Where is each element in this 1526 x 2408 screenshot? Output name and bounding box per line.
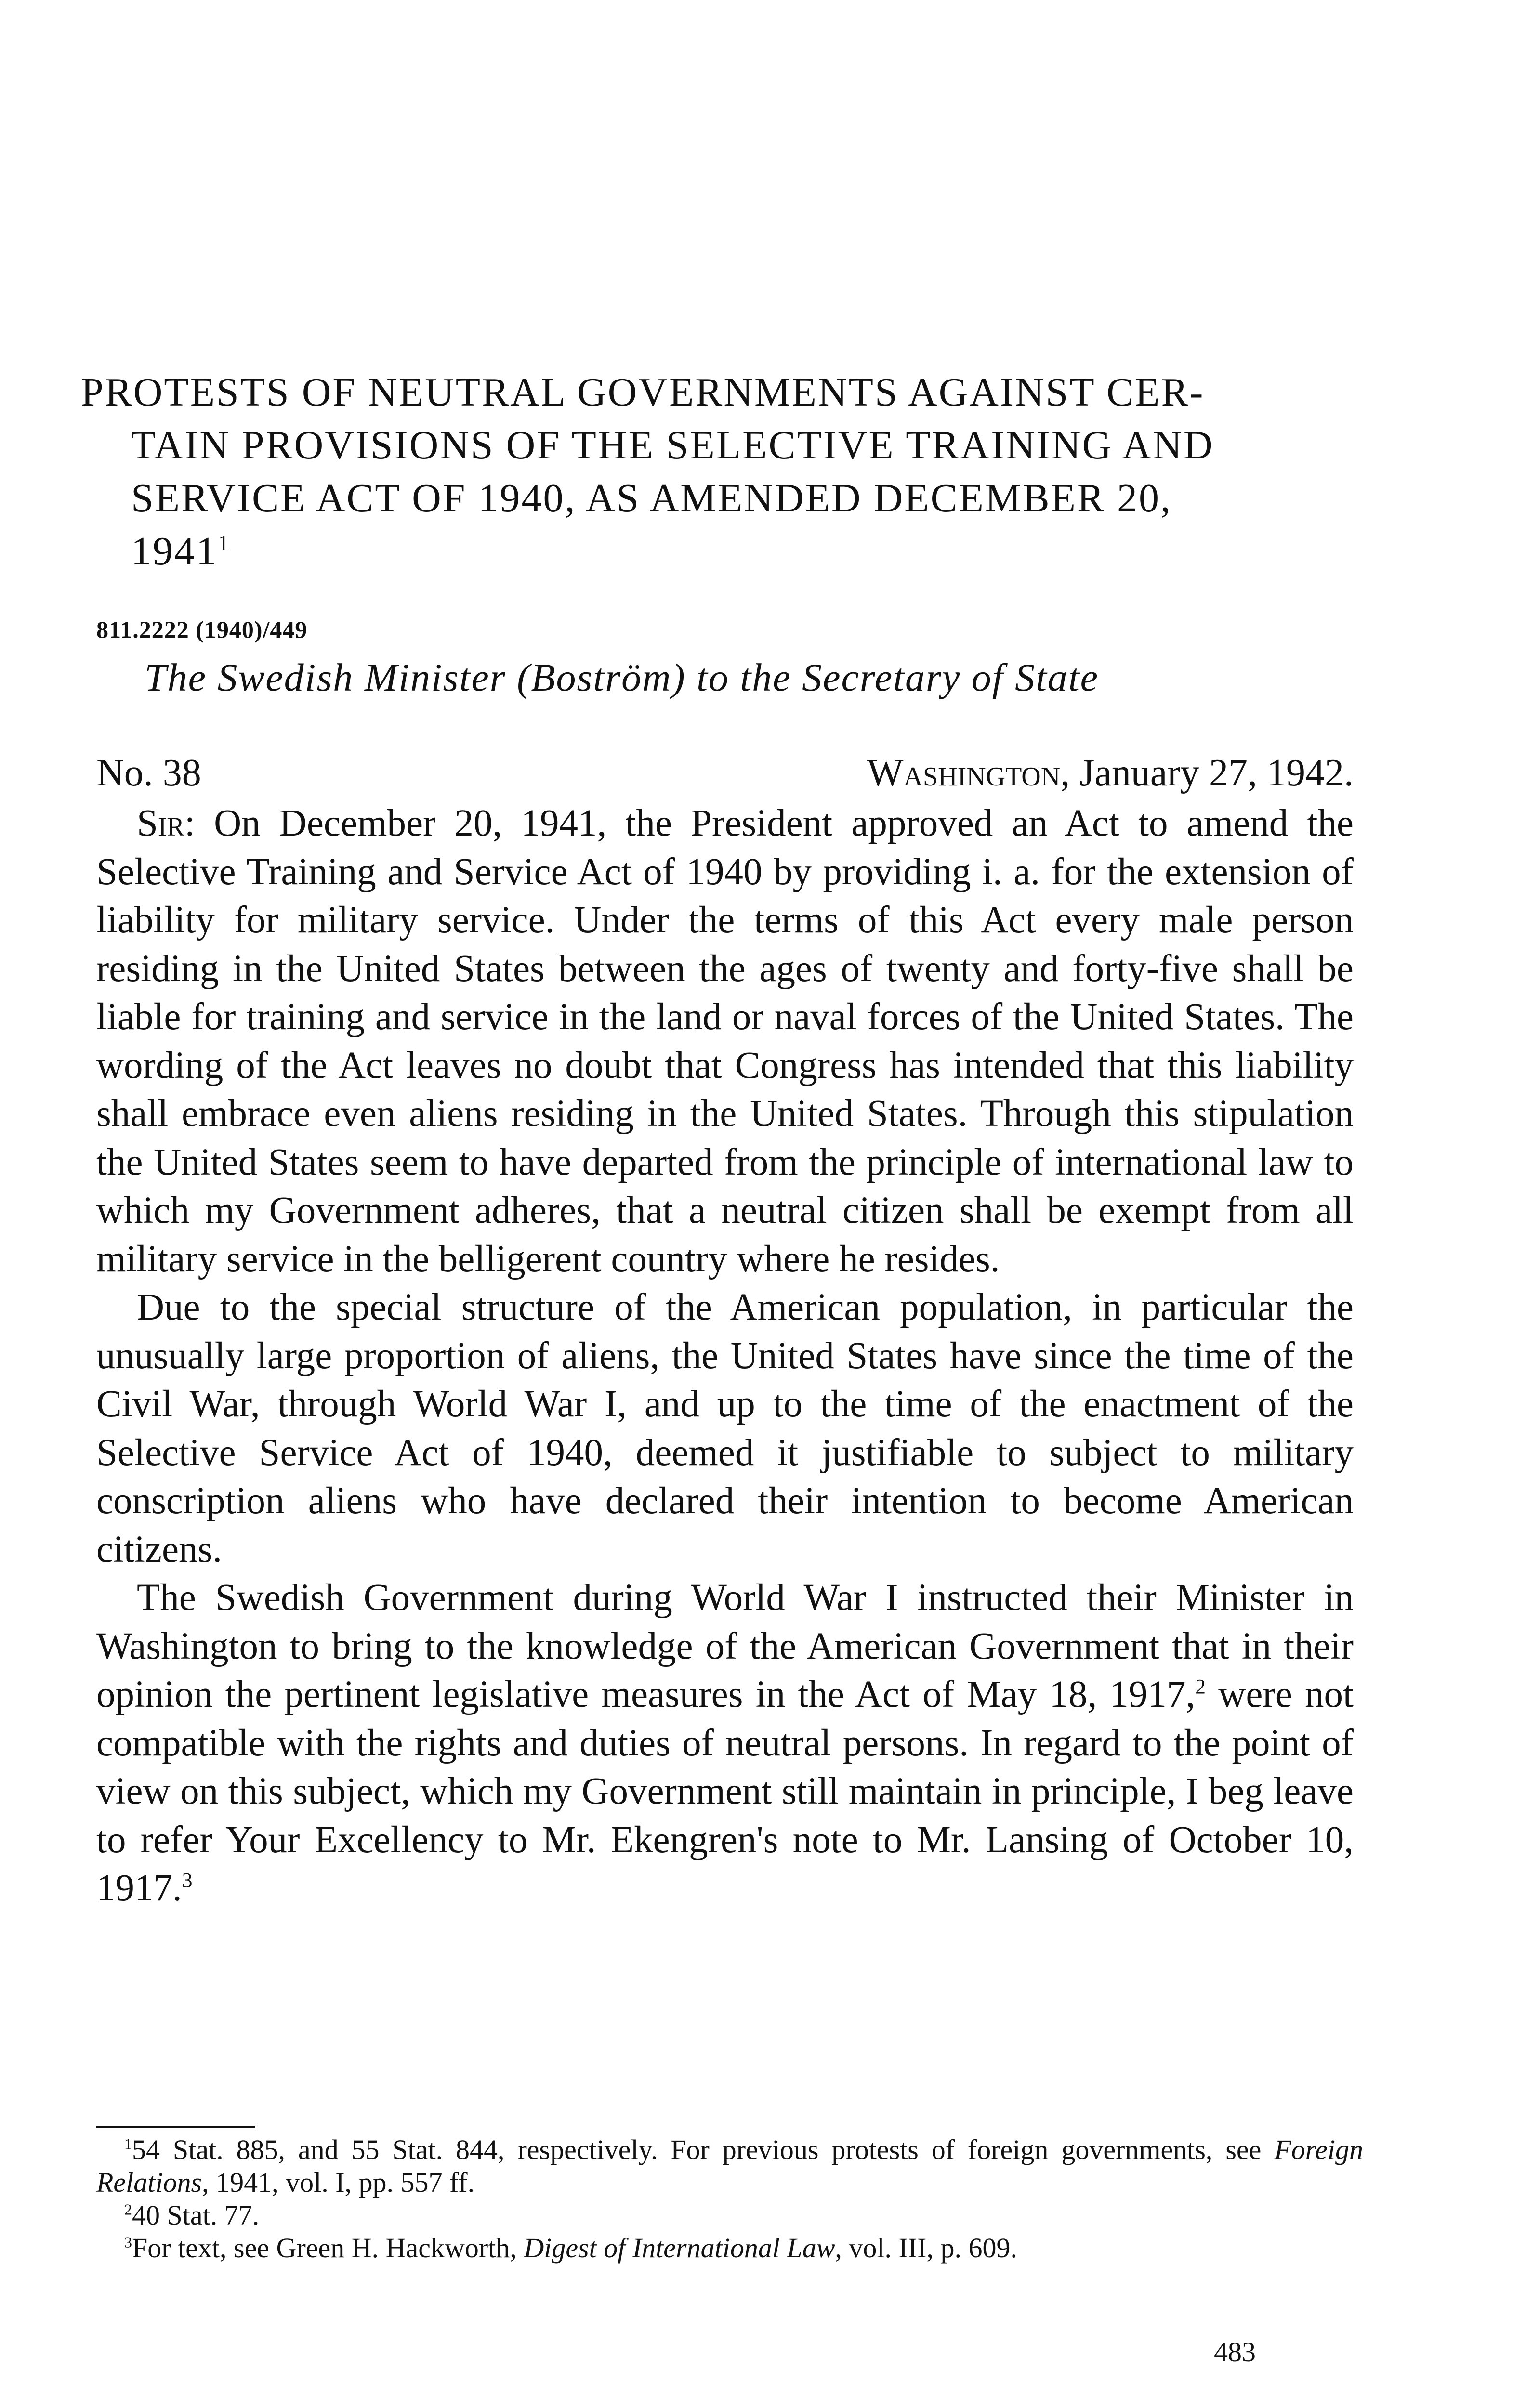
footnote-2-text: 40 Stat. 77. — [132, 2199, 260, 2231]
heading-line-4 — [81, 525, 1381, 578]
footnote-2 — [96, 2199, 1363, 2232]
footnote-1-text: 54 Stat. 885, and 55 Stat. 844, respectively. For previous protests of foreign governments, see — [132, 2134, 1275, 2165]
footnote-3-rest: , vol. III, p. 609. — [835, 2232, 1017, 2264]
footnote-1-mark: 1 — [124, 2135, 132, 2153]
paragraph-1-text: : On December 20, 1941, the President approved an Act to amend the Selective Training and Service Act of 1940 by providing i. a. for the extension of liability for military service. Under the terms of this Act every male person residing in the United States between the ages of twenty and forty-five shall be liable for training and service in the land or naval forces of the United States. The wording of the Act leaves no doubt that Congress has intended that this liability shall embrace even aliens residing in the United States. Through this stipulation the United States seem to have departed from the principle of international law to which my Government adheres, that a neutral citizen shall be exempt from all military service in the belligerent country where he resides. — [96, 802, 1354, 1280]
paragraph-1 — [96, 799, 1354, 1283]
heading-line-2: TAIN PROVISIONS OF THE SELECTIVE TRAINING AND — [131, 423, 1214, 468]
dateline-place: Washington — [867, 752, 1061, 794]
footnote-3-italic: Digest of International Law — [524, 2232, 835, 2264]
footnote-1 — [96, 2133, 1363, 2199]
page-number: 483 — [1214, 2336, 1256, 2368]
paragraph-3 — [96, 1574, 1354, 1913]
letter-body — [96, 799, 1354, 1913]
paragraph-3-text-b: were not compatible with the rights and duties of neutral persons. In regard to the point of view on this subject, which my Government still maintain in principle, I beg leave to refer Your Excellency to Mr. Ekengren's note to Mr. Lansing of October 10, 1917. — [96, 1674, 1354, 1909]
footnote-1-italic: Foreign Relations — [96, 2134, 1363, 2198]
document-number: No. 38 — [96, 752, 201, 794]
footnote-3 — [96, 2232, 1363, 2264]
heading-line-3: SERVICE ACT OF 1940, AS AMENDED DECEMBER 20, — [131, 476, 1172, 521]
footnote-2-mark: 2 — [124, 2201, 132, 2218]
place-and-date — [867, 751, 1354, 795]
heading-line-1: PROTESTS OF NEUTRAL GOVERNMENTS AGAINST CER- — [81, 370, 1205, 415]
paragraph-2: Due to the special structure of the American population, in particular the unusually large proportion of aliens, the United States have since the time of the Civil War, through World War I, and up to the time of the enactment of the Selective Service Act of 1940, deemed it justifiable to subject to military conscription aliens who have declared their intention to become American citizens. — [96, 1286, 1354, 1570]
footnote-3-mark: 3 — [124, 2234, 132, 2251]
footnote-3-text: For text, see Green H. Hackworth, — [132, 2232, 524, 2264]
heading-year: 1941 — [131, 529, 218, 574]
footnote-ref-2: 2 — [1195, 1675, 1206, 1699]
file-number: 811.2222 (1940)/449 — [96, 616, 308, 643]
paragraph-3-text-a: The Swedish Government during World War I instructed their Minister in Washington to bring to the knowledge of the American Government that in their opinion the pertinent legislative measures in the Act of May 18, 1917, — [96, 1577, 1354, 1715]
footnote-1-rest: , 1941, vol. I, pp. 557 ff. — [202, 2167, 475, 2198]
dateline-date: , January 27, 1942. — [1060, 752, 1354, 794]
footnote-divider — [96, 2126, 255, 2128]
salutation: Sir — [137, 802, 184, 844]
document-title: The Swedish Minister (Boström) to the Secretary of State — [145, 655, 1099, 699]
heading-footnote-ref: 1 — [218, 531, 231, 555]
footnote-ref-3: 3 — [182, 1869, 193, 1892]
document-heading — [81, 366, 1381, 578]
footnotes — [96, 2133, 1363, 2264]
